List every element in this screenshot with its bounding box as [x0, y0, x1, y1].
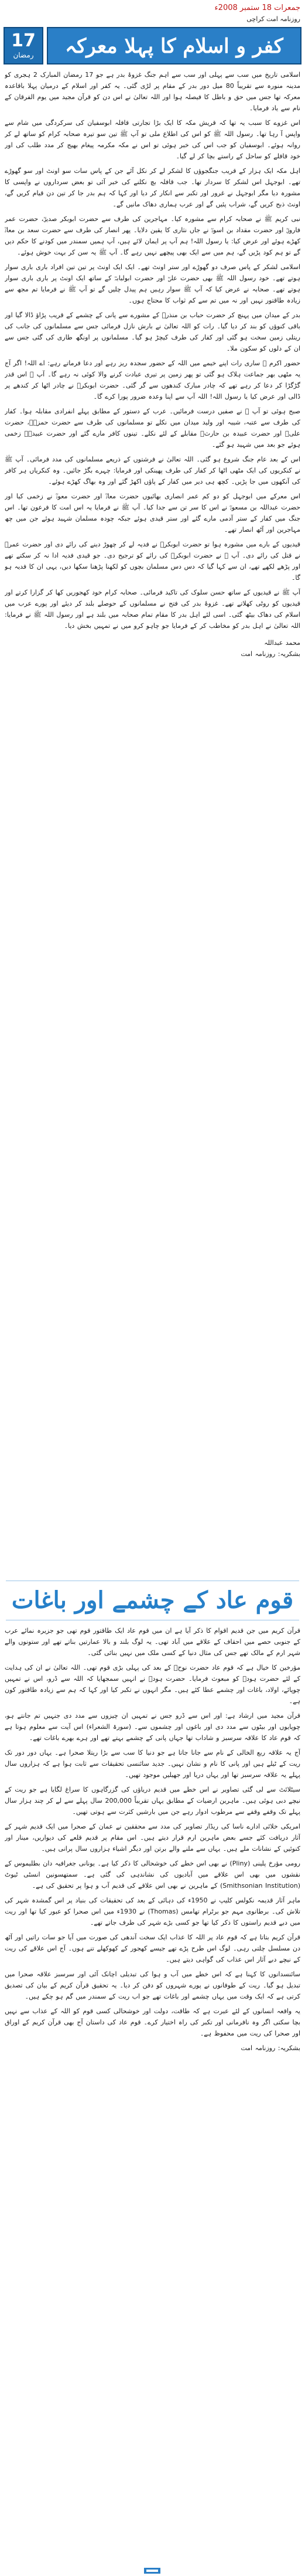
banner-title: کفر و اسلام کا پہلا معرکہ: [47, 27, 301, 64]
article-paragraph: آپ ﷺ نے قیدیوں کے ساتھ حسن سلوک کی تاکید فرمائی۔ صحابہ کرام خود کھجوریں کھا کر گزارا کرتے اور قیدیوں کو روٹی کھلاتے تھے۔ غزوۂ بدر کی فتح نے مسلمانوں کے حوصلے بلند کر دیئے اور پورے عرب میں اسلام کی دھاک بیٹھ گئی۔ اسی لئے اہل بدر کا مقام تمام صحابہ میں بلند ہے اور رسول اللہ ﷺ نے فرمایا: اللہ تعالیٰ نے اہل بدر کو مخاطب کر کے فرمایا جو چاہو کرو میں نے تمہیں بخش دیا۔: [5, 589, 300, 630]
article-aad: [5, 1625, 300, 2558]
article-paragraph: اسلامی تاریخ میں سب سے پہلی اور سب سے اہم جنگ غزوۂ بدر ہے جو 17 رمضان المبارک 2 ہجری کو مدینہ منورہ سے تقریباً 80 میل دور بدر کے مقام پر لڑی گئی۔ یہ کفر اور اسلام کے درمیان پہلا باقاعدہ معرکہ تھا جس میں حق و باطل کا فیصلہ ہوا اور اللہ تعالیٰ نے اس دن کو قرآن مجید میں یوم الفرقان کے نام سے یاد فرمایا۔: [5, 71, 300, 112]
article-paragraph: مؤرخین کا خیال ہے کہ قوم عاد حضرت نوحؑ کے بعد کی پہلی بڑی قوم تھی۔ اللہ تعالیٰ نے ان کی ہدایت کے لئے حضرت ہودؑ کو مبعوث فرمایا۔ حضرت ہودؑ نے انہیں سمجھایا کہ اللہ سے ڈرو، اس نے تمہیں چوپائے، اولاد، باغات اور چشمے عطا کئے ہیں۔ مگر انہوں نے تکبر کیا اور کہا کہ ہم سے زیادہ طاقتور کون ہے۔: [5, 1664, 300, 1705]
article-paragraph: اس غزوے کا سبب یہ تھا کہ قریش مکہ کا ایک بڑا تجارتی قافلہ ابوسفیان کی سرکردگی میں شام سے واپس آ رہا تھا۔ رسول اللہ ﷺ کو اس کی اطلاع ملی تو آپ ﷺ تین سو تیرہ صحابہ کرام کو ساتھ لے کر روانہ ہوئے۔ ابوسفیان کو جب اس کی خبر ہوئی تو اس نے مکہ مکرمہ پیغام بھیج کر مدد طلب کی اور خود قافلے کو ساحل کے راستے بچا کر لے گیا۔: [5, 119, 300, 160]
day-number: 17: [11, 30, 36, 51]
article-signature: محمد عبداللہ: [264, 639, 300, 647]
article-paragraph: اہل مکہ ایک ہزار کے قریب جنگجوؤں کا لشکر لے کر نکل آئے جن کے پاس سات سو اونٹ اور سو گھوڑے تھے۔ ابوجہل اس لشکر کا سردار تھا۔ جب قافلہ بچ نکلنے کی خبر آئی تو بعض سرداروں نے واپسی کا مشورہ دیا مگر ابوجہل نے غرور اور تکبر سے انکار کر دیا اور کہا کہ ہم بدر جا کر تین دن قیام کریں گے، اونٹ ذبح کریں گے، شراب پئیں گے اور عرب ہماری دھاک مانیں گے۔: [5, 167, 300, 208]
article-paragraph: قرآن کریم میں جن قدیم اقوام کا ذکر آیا ہے ان میں قوم عاد ایک طاقتور قوم تھی جو جزیرہ نمائے عرب کے جنوبی حصے میں احقاف کے علاقے میں آباد تھی۔ یہ لوگ بلند و بالا عمارتیں بناتے تھے اور ستونوں والے شہر ارم کے مالک تھے جس کی مثال دنیا کے کسی ملک میں نہیں بنائی گئی۔: [5, 1627, 300, 1657]
article-paragraph: امریکی خلائی ادارے ناسا کی ریڈار تصاویر کی مدد سے محققین نے عمان کے صحرا میں ایک قدیم شہر کے آثار دریافت کئے جسے بعض ماہرین ارم قرار دیتے ہیں۔ اس مقام پر قدیم قلعے کی دیواریں، مینار اور کنوئیں کے نشانات ملے ہیں۔ یہاں سے ملنے والے برتن اور دیگر اشیاء ہزاروں سال پرانی ہیں۔: [5, 1823, 300, 1853]
article-badr: [5, 69, 300, 1570]
article-credit: بشکریہ: روزنامہ امت: [241, 650, 300, 658]
article-paragraph: حضور اکرم ﷺ ساری رات اپنے خیمے میں اللہ کے حضور سجدہ ریز رہے اور دعا فرماتے رہے: اے اللہ! اگر آج یہ مٹھی بھر جماعت ہلاک ہو گئی تو پھر زمین پر تیری عبادت کرنے والا کوئی نہ رہے گا۔ آپ ﷺ اس قدر گڑگڑا کر دعا کر رہے تھے کہ چادر مبارک کندھوں سے گر گئی۔ حضرت ابوبکرؓ نے چادر اٹھا کر کندھے پر ڈالی اور عرض کیا یا رسول اللہ! اللہ آپ سے اپنا وعدہ ضرور پورا کرے گا۔: [5, 359, 300, 400]
article-paragraph: رومی مؤرخ پلینی (Pliny) نے بھی اس خطے کی خوشحالی کا ذکر کیا ہے۔ یونانی جغرافیہ دان بطلیموس کے نقشوں میں بھی اس علاقے میں آبادیوں کی نشاندہی کی گئی ہے۔ سمتھسونین انسٹی ٹیوٹ (Smithsonian Institution) کے ماہرین نے بھی اس علاقے کی قدیم آب و ہوا پر تحقیق کی ہے۔: [5, 1860, 300, 1889]
day-month: رمضان: [13, 51, 34, 59]
article-paragraph: اس کے بعد عام جنگ شروع ہو گئی۔ اللہ تعالیٰ نے فرشتوں کے ذریعے مسلمانوں کی مدد فرمائی۔ آپ ﷺ نے کنکریوں کی ایک مٹھی اٹھا کر کفار کی طرف پھینکی اور فرمایا: چہرے بگڑ جائیں۔ وہ کنکریاں ہر کافر کی آنکھوں میں جا پڑیں۔ کچھ ہی دیر میں کفار کے پاؤں اکھڑ گئے اور وہ بھاگ کھڑے ہوئے۔: [5, 456, 300, 485]
article-paragraph: اس معرکے میں ابوجہل کو دو کم عمر انصاری بھائیوں حضرت معاذؓ اور حضرت معوذؓ نے زخمی کیا اور حضرت عبداللہ بن مسعودؓ نے اس کا سر تن سے جدا کیا۔ آپ ﷺ نے فرمایا یہ اس امت کا فرعون تھا۔ اس جنگ میں کفار کے ستر آدمی مارے گئے اور ستر قیدی ہوئے جبکہ چودہ مسلمان شہید ہوئے جن میں چھ مہاجرین اور آٹھ انصار تھے۔: [5, 492, 300, 533]
page-end-ornament-icon: [144, 2568, 160, 2574]
article-paragraph: قرآن مجید میں ارشاد ہے: اور اس سے ڈرو جس نے تمہیں ان چیزوں سے مدد دی جنہیں تم جانتے ہو، چوپایوں اور بیٹوں سے مدد دی اور باغوں اور چشموں سے۔ (سورۃ الشعراء) اس آیت سے معلوم ہوتا ہے کہ قوم عاد کا علاقہ سرسبز و شاداب تھا جہاں پانی کے چشمے بہتے تھے اور ہرے بھرے باغات تھے۔: [5, 1712, 300, 1742]
article-paragraph: آج یہ علاقہ ربع الخالی کے نام سے جانا جاتا ہے جو دنیا کا سب سے بڑا ریتلا صحرا ہے۔ یہاں دور دور تک ریت کے ٹیلے ہیں اور پانی کا نام و نشان نہیں۔ جدید سائنسی تحقیقات سے ثابت ہوا ہے کہ ہزاروں سال پہلے یہ علاقہ سرسبز تھا اور یہاں دریا اور جھیلیں موجود تھیں۔: [5, 1749, 300, 1779]
article-paragraph: قرآن کریم بتاتا ہے کہ قوم عاد پر اللہ کا عذاب ایک سخت آندھی کی صورت میں آیا جو سات راتیں اور آٹھ دن مسلسل چلتی رہی۔ لوگ اس طرح پڑے تھے جیسے کھجور کے کھوکھلے تنے ہوں۔ آج اس علاقے کی ریت کے نیچے دبے آثار اس عذاب کی گواہی دیتے ہیں۔: [5, 1933, 300, 1963]
article-paragraph: ماہر آثار قدیمہ نکولس کلیپ نے 1950ء کی دہائی کے بعد کی تحقیقات کی بنیاد پر اس گمشدہ شہر کی تلاش کی۔ برطانوی مہم جو برٹرام تھامس (Thomas) نے 1930ء میں اس صحرا کو عبور کیا تھا اور ریت میں دبے قدیم راستوں کا ذکر کیا تھا جو کسی بڑے شہر کی طرف جاتے تھے۔: [5, 1897, 300, 1926]
article-paragraph: اسلامی لشکر کے پاس صرف دو گھوڑے اور ستر اونٹ تھے۔ ایک ایک اونٹ پر تین تین افراد باری باری سوار ہوتے تھے۔ خود رسول اللہ ﷺ بھی حضرت علیؓ اور حضرت ابولبابہؓ کے ساتھ ایک اونٹ پر باری باری سوار ہوتے تھے۔ صحابہ نے عرض کیا کہ آپ ﷺ سوار رہیں ہم پیدل چلیں گے تو آپ ﷺ نے فرمایا تم مجھ سے زیادہ طاقتور نہیں اور نہ میں تم سے کم ثواب کا محتاج ہوں۔: [5, 263, 300, 304]
article-paragraph: صبح ہوئی تو آپ ﷺ نے صفیں درست فرمائیں۔ عرب کے دستور کے مطابق پہلے انفرادی مقابلہ ہوا۔ کفار کی طرف سے عتبہ، شیبہ اور ولید میدان میں نکلے تو مسلمانوں کی طرف سے حضرت حمزہؓ، حضرت علیؓ اور حضرت عبیدہ بن حارثؓ مقابلے کے لئے نکلے۔ تینوں کافر مارے گئے اور حضرت عبیدہؓ زخمی ہوئے جو بعد میں شہید ہو گئے۔: [5, 407, 300, 448]
article-paragraph: سائنسدانوں کا کہنا ہے کہ اس خطے میں آب و ہوا کی تبدیلی اچانک آئی اور سرسبز علاقہ صحرا میں تبدیل ہو گیا۔ ریت کے طوفانوں نے پورے شہروں کو دفن کر دیا۔ یہ تحقیق قرآن کریم کے بیان کی تصدیق کرتی ہے کہ ایک وقت میں یہاں چشمے اور باغات تھے جو اب ریت کے سمندر میں گم ہو چکے ہیں۔: [5, 1970, 300, 2000]
article-paragraph: یہ واقعہ انسانوں کے لئے عبرت ہے کہ طاقت، دولت اور خوشحالی کسی قوم کو اللہ کے عذاب سے نہیں بچا سکتی اگر وہ نافرمانی اور تکبر کی راہ اختیار کرے۔ قوم عاد کی داستان آج بھی قرآن کریم کے اوراق اور صحرا کی ریت میں محفوظ ہے۔: [5, 2007, 300, 2037]
section-banner: [4, 27, 301, 64]
publication-name: روزنامہ امت کراچی: [246, 15, 300, 23]
article-credit: بشکریہ: روزنامہ امت: [241, 2044, 300, 2052]
second-article-banner: قوم عاد کے چشمے اور باغات: [6, 1581, 299, 1620]
article-paragraph: سیٹلائٹ سے لی گئی تصاویر نے اس خطے میں قدیم دریاؤں کی گزرگاہوں کا سراغ لگایا ہے جو ریت کے نیچے دبی ہوئی ہیں۔ ماہرین ارضیات کے مطابق یہاں تقریباً 200,000 سال پہلے سے لے کر چند ہزار سال پہلے تک وقفے وقفے سے مرطوب ادوار رہے جن میں بارشیں کثرت سے ہوتی تھیں۔: [5, 1786, 300, 1816]
issue-date: جمعرات 18 ستمبر 2008ء: [214, 4, 300, 12]
article-paragraph: نبی کریم ﷺ نے صحابہ کرام سے مشورہ کیا۔ مہاجرین کی طرف سے حضرت ابوبکر صدیقؓ، حضرت عمر فاروقؓ اور حضرت مقداد بن اسودؓ نے جاں نثاری کا یقین دلایا۔ پھر انصار کی طرف سے حضرت سعد بن معاذؓ کھڑے ہوئے اور عرض کیا: یا رسول اللہ! ہم آپ پر ایمان لائے ہیں، آپ ہمیں سمندر میں کودنے کا حکم دیں گے تو ہم کود پڑیں گے، ہم میں سے ایک بھی پیچھے نہیں رہے گا۔ آپ ﷺ یہ سن کر بہت خوش ہوئے۔: [5, 215, 300, 256]
article-paragraph: بدر کے میدان میں پہنچ کر حضرت حباب بن منذرؓ کے مشورے سے پانی کے چشمے کے قریب پڑاؤ ڈالا گیا اور باقی کنوؤں کو بند کر دیا گیا۔ رات کو اللہ تعالیٰ نے بارش نازل فرمائی جس سے مسلمانوں کی جانب کی ریتلی زمین سخت ہو گئی اور کفار کی طرف کیچڑ ہو گیا۔ مسلمانوں پر اونگھ طاری کی گئی جس سے ان کے دلوں کو سکون ملا۔: [5, 311, 300, 352]
article-paragraph: قیدیوں کے بارے میں مشورہ ہوا تو حضرت ابوبکرؓ نے فدیہ لے کر چھوڑ دینے کی رائے دی اور حضرت عمرؓ نے قتل کی رائے دی۔ آپ ﷺ نے حضرت ابوبکرؓ کی رائے کو ترجیح دی۔ جو قیدی فدیہ ادا نہ کر سکتے تھے اور پڑھے لکھے تھے، ان سے کہا گیا کہ دس دس مسلمان بچوں کو لکھنا پڑھنا سکھا دیں، یہی ان کا فدیہ ہو گا۔: [5, 541, 300, 582]
day-badge: [4, 27, 43, 64]
